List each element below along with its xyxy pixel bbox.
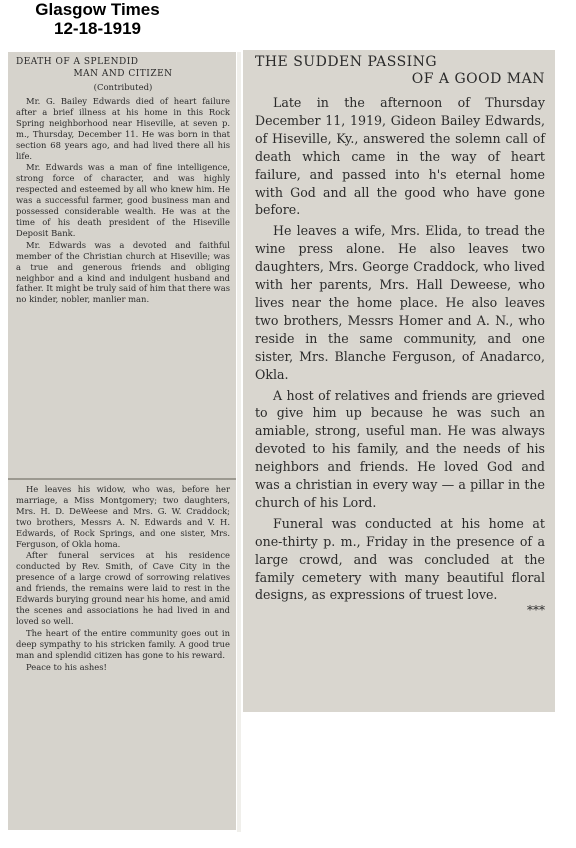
page-header [0, 0, 195, 38]
left-paragraph: The heart of the entire community goes out in deep sympathy to his stricken family. A good true man and splendid citizen has gone to his reward. [16, 627, 230, 660]
column-divider [237, 52, 241, 832]
right-paragraph: Late in the afternoon of Thursday December 11, 1919, Gideon Bailey Edwards, of Hiseville, Ky., answered the solemn call of death which came in the way of heart failure, and passed into h's eternal home with God and all the good who have gone before. [255, 95, 545, 218]
right-headline-line-2: OF A GOOD MAN [411, 71, 545, 87]
left-clipping-bottom [8, 478, 236, 830]
right-paragraph: A host of relatives and friends are grieved to give him up because he was such an amiable, strong, useful man. He was always devoted to his family, and the needs of his neighbors and friends. He loved God and was a christian in every way — a pillar in the church of his Lord. [255, 387, 545, 510]
clipping-date: 12-18-1919 [54, 19, 141, 38]
right-paragraph: Funeral was conducted at his home at one-thirty p. m., Friday in the presence of a large crowd, and was concluded at the family cemetery with many beautiful floral designs, as expressions of truest love. [255, 515, 545, 603]
right-headline [255, 54, 545, 88]
byline: (Contributed) [93, 83, 153, 93]
left-paragraph: He leaves his widow, who was, before her marriage, a Miss Montgomery; two daughters, Mrs. H. D. DeWeese and Mrs. G. W. Craddock; two brothers, Messrs A. N. Edwards and V. H. Edwards, of Rock Springs, and one sister, Mrs. Ferguson, of Okla homa. [16, 484, 230, 549]
left-clipping-top [8, 52, 236, 478]
right-headline-line-1: THE SUDDEN PASSING [255, 54, 438, 70]
right-clipping [243, 50, 555, 712]
left-headline-line-1: DEATH OF A SPLENDID [16, 57, 139, 67]
left-paragraph: Mr. Edwards was a devoted and faithful member of the Christian church at Hiseville; was a true and generous friends and obliging neighbor and a kind and indulgent husband and father. It might be truly said of him that there was no kinder, nobler, manlier man. [16, 239, 230, 305]
left-paragraph: After funeral services at his residence conducted by Rev. Smith, of Cave City in the presence of a large crowd of sorrowing relatives and friends, the remains were laid to rest in the Edwards burying ground near his home, and amid the scenes and associations he had lived in and loved so well. [16, 550, 230, 626]
left-paragraph: Mr. G. Bailey Edwards died of heart failure after a brief illness at his home in this Rock Spring neighborhood near Hiseville, at seven p. m., Thursday, December 11. He was born in that section 68 years ago, and had lived there all his life. [16, 96, 230, 161]
right-paragraph: He leaves a wife, Mrs. Elida, to tread the wine press alone. He also leaves two daughters, Mrs. George Craddock, who lived with her parents, Mrs. Hall Deweese, who lives near the home place. He also leaves two brothers, Messrs Homer and A. N., who reside in the same community, and one sister, Mrs. Blanche Ferguson, of Anadarco, Okla. [255, 223, 545, 382]
left-paragraph: Mr. Edwards was a man of fine intelligence, strong force of character, and was highly respected and esteemed by all who knew him. He was a successful farmer, good business man and possessed considerable wealth. He was at the time of his death president of the Hiseville Deposit Bank. [16, 162, 230, 238]
left-headline-line-2: MAN AND CITIZEN [73, 69, 173, 79]
left-headline [16, 56, 230, 80]
end-mark: *** [527, 603, 545, 618]
closing-line: Peace to his ashes! [26, 661, 107, 672]
newspaper-title: Glasgow Times [35, 0, 160, 19]
